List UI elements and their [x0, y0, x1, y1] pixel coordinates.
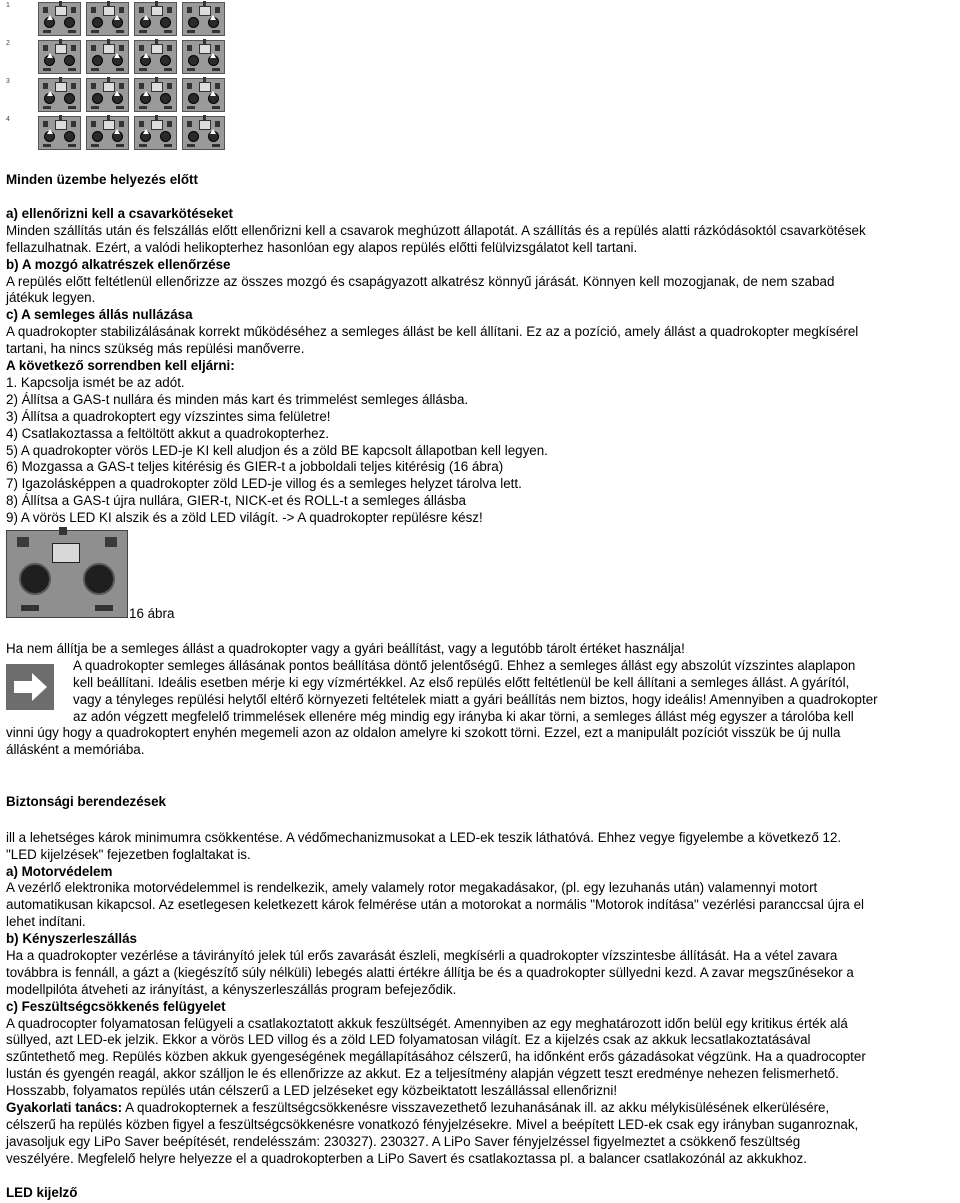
- paragraph-line: tartani, ha nincs szükség más repülési manőverre.: [6, 341, 305, 356]
- note-paragraph-line: az adón végzett megfelelő trimmelések ellenére még mindig egy irányba ki akar törni, a semleges állást még egyszer a tárolóba kell: [73, 709, 854, 724]
- paragraph-line: süllyed, azt LED-ek jelzik. Ekkor a vörös LED villog és a zöld LED folyamatosan világít. Ez a kijelzés csak az akkuk lecsatlakoztatásával: [6, 1032, 811, 1047]
- note-paragraph-line: állásként a memóriába.: [6, 742, 145, 757]
- paragraph-line: továbbra is fennáll, a gázt a (kiegészítő súly nélküli) lebegés alatti értékre állítja be és a quadrokopter süllyedni kezd. A zavar megszűnésekor a: [6, 965, 854, 980]
- transmitter-thumbnail: [182, 40, 225, 74]
- note-line: Ha nem állítja be a semleges állást a quadrokopter vagy a gyári beállítást, vagy a legutóbb tárolt értéket használja!: [6, 641, 685, 656]
- note-paragraph-line: vagy a tényleges repülési helytől eltérő környezeti feltételek miatt a gyári beállítás nem biztos, hogy ideális! Amennyiben a quadrokopter: [73, 692, 878, 707]
- note-paragraph-line: A quadrokopter semleges állásának pontos beállítása döntő jelentőségű. Ehhez a semleges állást egy abszolút vízszintes alaplapon: [73, 658, 856, 673]
- subsection-title: a) ellenőrizni kell a csavarkötéseket: [6, 206, 234, 221]
- paragraph-line: lustán és gyengén reagál, akkor szálljon le és ellenőrizze az akkut. Ez a teljesítmény alapján végzett teszt eredménye nehezen felismerhető.: [6, 1066, 839, 1081]
- transmitter-thumbnail: [182, 116, 225, 150]
- step-item: 9) A vörös LED KI alszik és a zöld LED világít. -> A quadrokopter repülésre kész!: [6, 510, 483, 525]
- subsection-title: b) Kényszerleszállás: [6, 931, 137, 946]
- figure-row-1: [6, 2, 226, 38]
- transmitter-thumbnail: [38, 116, 81, 150]
- tip-label: Gyakorlati tanács:: [6, 1100, 123, 1115]
- subsection-title: a) Motorvédelem: [6, 864, 113, 879]
- transmitter-thumbnail: [182, 2, 225, 36]
- paragraph-line: Minden szállítás után és felszállás előtt ellenőrizni kell a csavarok meghúzott állapotát. A szállítás és a repülés alatti rázkódásoktól csavarkötések: [6, 223, 866, 238]
- transmitter-thumbnail: [38, 78, 81, 112]
- steps-title: A következő sorrendben kell eljárni:: [6, 358, 235, 373]
- paragraph-line: modellpilóta átveheti az irányítást, a kényszerleszállás program befejeződik.: [6, 982, 457, 997]
- step-item: 3) Állítsa a quadrokoptert egy vízszintes sima felületre!: [6, 409, 331, 424]
- paragraph-line: javasoljuk egy LiPo Saver beépítését, rendelésszám: 230327). 230327. A LiPo Saver fényjelzéssel figyelmeztet a csökkenő feszültség: [6, 1134, 801, 1149]
- paragraph-line: A quadrocopter folyamatosan felügyeli a csatlakoztatott akkuk feszültségét. Amennyiben az egy meghatározott időn belül egy kritikus érték alá: [6, 1016, 848, 1031]
- paragraph-line: Hosszabb, folyamatos repülés után célszerű a LED jelzéseket egy közbeiktatott leszállással ellenőrizni!: [6, 1083, 618, 1098]
- paragraph-line: Ha a quadrokopter vezérlése a távirányító jelek túl erős zavarását észleli, megkísérli a quadrokopter vízszintesbe állítását. Ha a vétel zavara: [6, 948, 838, 963]
- tip-text: A quadrokopternek a feszültségcsökkenésre visszavezethető lezuhanásának ill. az akku mélykisülésének elkerülésére,: [122, 1100, 830, 1115]
- paragraph-line: lehet indítani.: [6, 914, 86, 929]
- transmitter-thumbnail: [86, 116, 129, 150]
- transmitter-thumbnail: [182, 78, 225, 112]
- paragraph-line: A quadrokopter stabilizálásának korrekt működéséhez a semleges állást be kell állítani. Ez az a pozíció, amely állást a quadrokopter megkísérel: [6, 324, 859, 339]
- figure-caption: 16 ábra: [129, 606, 175, 621]
- figure-row-2: [6, 40, 226, 76]
- subsection-title: c) A semleges állás nullázása: [6, 307, 193, 322]
- transmitter-thumbnail: [86, 40, 129, 74]
- transmitter-figure-grid: [6, 2, 226, 152]
- paragraph-line: A repülés előtt feltétlenül ellenőrizze az összes mozgó és csapágyazott alkatrész könnyű járását. Könnyen kell mozogjanak, de nem szabad: [6, 274, 835, 289]
- transmitter-thumbnail: [134, 116, 177, 150]
- paragraph-line: "LED kijelzések" fejezetben foglaltakat is.: [6, 847, 251, 862]
- transmitter-thumbnail: [38, 2, 81, 36]
- paragraph-line: A vezérlő elektronika motorvédelemmel is rendelkezik, amely valamely rotor megakadásakor, (pl. egy lezuhanás után) valamennyi motort: [6, 880, 818, 895]
- paragraph-line: ill a lehetséges károk minimumra csökkentése. A védőmechanizmusokat a LED-ek teszik láthatóvá. Ehhez vegye figyelembe a következő 12.: [6, 830, 842, 845]
- subsection-title: b) A mozgó alkatrészek ellenőrzése: [6, 257, 231, 272]
- step-item: 1. Kapcsolja ismét be az adót.: [6, 375, 185, 390]
- transmitter-thumbnail: [134, 40, 177, 74]
- paragraph-line: szűntethető meg. Repülés közben akkuk gyengeségének megállapításához célszerű, ha időnként erős gázadásokat végzünk. Ha a quadrocopter: [6, 1049, 866, 1064]
- transmitter-thumbnail: [86, 78, 129, 112]
- note-paragraph-line: vinni úgy hogy a quadrokoptert enyhén megemeli azon az oldalon amelyre ki szokott törni. Ezzel, ezt a manipulált pozíciót visszük be új nulla: [6, 725, 841, 740]
- section-heading: Minden üzembe helyezés előtt: [6, 172, 198, 187]
- paragraph-line: veszélyére. Megfelelő helyre helyezze el a quadrokopterben a LiPo Savert és csatlakoztassa pl. a balancer csatlakozónál az akkukhoz.: [6, 1151, 807, 1166]
- step-item: 6) Mozgassa a GAS-t teljes kitérésig és GIER-t a jobboldali teljes kitérésig (16 ábra): [6, 459, 504, 474]
- section-heading: LED kijelző: [6, 1185, 78, 1200]
- paragraph-line: célszerű ha repülés közben figyel a feszültségcsökkenésre vonatkozó fényjelzésekre. Mivel a beépített LED-ek csak egy irányban suganroznak,: [6, 1117, 859, 1132]
- subsection-title: c) Feszültségcsökkenés felügyelet: [6, 999, 226, 1014]
- step-item: 8) Állítsa a GAS-t újra nullára, GIER-t, NICK-et és ROLL-t a semleges állásba: [6, 493, 466, 508]
- figure-row-number: 3: [6, 78, 10, 85]
- step-item: 2) Állítsa a GAS-t nullára és minden más kart és trimmelést semleges állásba.: [6, 392, 469, 407]
- step-item: 5) A quadrokopter vörös LED-je KI kell aludjon és a zöld BE kapcsolt állapotban kell legyen.: [6, 443, 548, 458]
- figure-row-number: 1: [6, 2, 10, 9]
- tip-line: [6, 1100, 956, 1117]
- transmitter-thumbnail: [86, 2, 129, 36]
- figure-row-4: [6, 116, 226, 152]
- transmitter-image: [6, 530, 128, 618]
- figure-row-number: 4: [6, 116, 10, 123]
- step-item: 4) Csatlakoztassa a feltöltött akkut a quadrokopterhez.: [6, 426, 330, 441]
- arrow-right-icon: [6, 664, 54, 710]
- paragraph-line: játékuk legyen.: [6, 290, 96, 305]
- section-heading: Biztonsági berendezések: [6, 794, 166, 809]
- transmitter-thumbnail: [134, 78, 177, 112]
- figure-row-3: [6, 78, 226, 114]
- step-item: 7) Igazolásképpen a quadrokopter zöld LED-je villog és a semleges helyzet tárolva lett.: [6, 476, 522, 491]
- transmitter-thumbnail: [134, 2, 177, 36]
- transmitter-thumbnail: [38, 40, 81, 74]
- figure-row-number: 2: [6, 40, 10, 47]
- paragraph-line: fellazulhatnak. Ezért, a valódi helikopterhez hasonlóan egy alapos repülés előtti felülvizsgálatot kell tartani.: [6, 240, 638, 255]
- paragraph-line: automatikusan kikapcsol. Az esetlegesen keletkezett károk felmérése után a motorokat a normális "Motorok indítása" vezérlési paranccsal újra el: [6, 897, 865, 912]
- note-paragraph-line: kell beállítani. Ideális esetben mérje ki egy vízmértékkel. Az első repülés előtt feltétlenül be kell állítani a semleges állást. A gyárítól,: [73, 675, 850, 690]
